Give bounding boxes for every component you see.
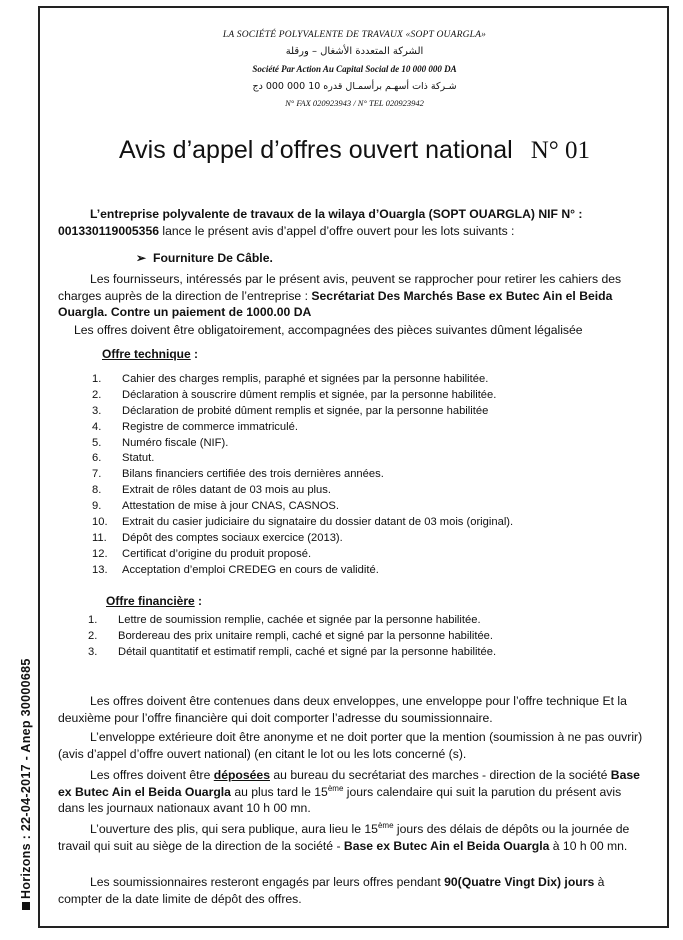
- list-item-text: Dépôt des comptes sociaux exercice (2013).: [122, 531, 343, 544]
- intro-bold: L’entreprise polyvalente de travaux de la wilaya d’Ouargla (SOPT OUARGLA) NIF N° :: [90, 207, 583, 221]
- page-title: [40, 136, 669, 165]
- list-item: [92, 563, 652, 579]
- list-item-number: 1.: [88, 614, 98, 626]
- list-item: [92, 404, 652, 420]
- list-item-text: Registre de commerce immatriculé.: [122, 420, 298, 433]
- header-company-name: LA SOCIÉTÉ POLYVALENTE DE TRAVAUX «SOPT OUARGLA»: [222, 30, 487, 40]
- header-capital: Société Par Action Au Capital Social de 10 000 000 DA: [252, 64, 457, 74]
- square-bullet-icon: [22, 902, 30, 910]
- list-item: [92, 372, 652, 388]
- list-item-number: 11.: [92, 531, 107, 544]
- list-item-text: Statut.: [122, 452, 155, 465]
- list-item: [92, 499, 652, 515]
- list-item-text: Bilans financiers certifiée des trois dernières années.: [122, 468, 384, 481]
- list-item-number: 4.: [92, 420, 102, 433]
- list-item-number: 9.: [92, 500, 102, 513]
- side-label-text: Horizons : 22-04-2017 - Anep 30000685: [19, 658, 33, 899]
- list-item-text: Déclaration à souscrire dûment remplis et signée, par la personne habilitée.: [122, 388, 497, 401]
- offre-financiere-list: [88, 613, 648, 661]
- lot-item: [136, 250, 273, 267]
- list-item: [92, 531, 652, 547]
- list-item-text: Bordereau des prix unitaire rempli, caché et signé par la personne habilitée.: [118, 629, 493, 642]
- header-company-name-arabic: الشركة المتعددة الأشغال – ورقلة: [285, 46, 424, 57]
- header-capital-arabic: شـركة ذات أسهـم برأسمـال قدره 10 000 000 دج: [252, 81, 457, 92]
- fournisseurs-address: Base ex Butec Ain el Beida Ouargla. Contre un paiement de 1000.00 DA: [58, 288, 613, 319]
- ouverture-address: Base ex Butec Ain el Beida Ouargla: [343, 838, 550, 853]
- obligatoire-paragraph: Les offres doivent être obligatoirement, accompagnées des pièces suivantes dûment légalisée: [74, 323, 583, 337]
- list-item-number: 1.: [92, 373, 102, 385]
- list-item: [92, 467, 652, 483]
- list-item-number: 5.: [92, 436, 102, 449]
- list-item-text: Extrait du casier judiciaire du signataire du dossier datant de 03 mois (original).: [122, 516, 514, 529]
- list-item-number: 13.: [92, 563, 108, 576]
- deposees-text: déposées: [213, 768, 270, 782]
- list-item: [92, 451, 652, 467]
- list-item: [88, 629, 648, 645]
- depot-address: Base ex Butec Ain el Beida Ouargla: [58, 768, 640, 799]
- para-depot: Les offres doivent être déposées au bureau du secrétariat des marches - direction de la société Base ex Butec Ain el Beida Ouargla au plus tard le 15ème jours calendaire qui suit la parution du présent avis dans les journaux nationaux avant 10 h 00 mn.: [58, 768, 640, 815]
- arrow-icon: ➢: [136, 251, 147, 265]
- side-label: [4, 610, 34, 930]
- list-item-text: Numéro fiscale (NIF).: [122, 436, 229, 449]
- list-item: [92, 436, 652, 452]
- list-item-number: 6.: [92, 452, 102, 465]
- offre-financiere-heading: Offre financière :: [106, 594, 203, 608]
- list-item-text: Extrait de rôles datant de 03 mois au plus.: [122, 484, 331, 497]
- list-item-text: Cahier des charges remplis, paraphé et signées par la personne habilitée.: [122, 373, 489, 385]
- list-item-number: 12.: [92, 547, 108, 560]
- list-item: [88, 645, 648, 661]
- para-enveloppes: Les offres doivent être contenues dans deux enveloppes, une enveloppe pour l’offre technique Et la deuxième pour l’offre financière qui doit comporter l’adresse du soumissionnaire.: [58, 694, 627, 725]
- intro-rest: lance le présent avis d’appel d’offre ouvert pour les lots suivants :: [162, 223, 515, 238]
- list-item-text: Détail quantitatif et estimatif rempli, caché et signé par la personne habilitée.: [118, 645, 497, 658]
- list-item: [92, 483, 652, 499]
- para-engagement: Les soumissionnaires resteront engagés par leurs offres pendant 90(Quatre Vingt Dix) jours à compter de la date limite de dépôt des offres.: [58, 875, 605, 906]
- list-item-text: Acceptation d’emploi CREDEG en cours de validité.: [122, 563, 379, 576]
- list-item-text: Attestation de mise à jour CNAS, CASNOS.: [122, 500, 339, 513]
- title-text: Avis d’appel d’offres ouvert national: [118, 136, 513, 164]
- title-number: N° 01: [530, 137, 591, 164]
- fournisseurs-text: Les fournisseurs, intéressés par le présent avis, peuvent se rapprocher pour retirer les cahiers des charges auprès de la direction de l’entreprise :: [58, 272, 622, 303]
- list-item-number: 2.: [88, 629, 98, 642]
- list-item-number: 10.: [92, 516, 108, 529]
- intro-paragraph: [58, 206, 648, 239]
- list-item-text: Déclaration de probité dûment remplis et signée, par la personne habilitée: [122, 404, 489, 417]
- para-ouverture: L’ouverture des plis, qui sera publique, aura lieu le 15ème jours des délais de dépôts ou la journée de travail qui suit au siège de la direction de la société - Base ex Butec Ain el Beida Ouargla à 10 h 00 mn.: [58, 820, 630, 853]
- list-item: [92, 547, 652, 563]
- offre-financiere-heading-text: Offre financière: [106, 594, 195, 608]
- list-item-text: Lettre de soumission remplie, cachée et signée par la personne habilitée.: [118, 614, 481, 626]
- para-enveloppe-exterieure: L’enveloppe extérieure doit être anonyme et ne doit porter que la mention (soumission à ne pas ouvrir) (avis d’appel d’offre ouvert national) (en citant le lot ou les lots concerné (s).: [58, 730, 643, 761]
- offre-technique-heading-text: Offre technique: [102, 347, 191, 361]
- list-item: [92, 420, 652, 436]
- list-item: [88, 613, 648, 629]
- lot-label: Fourniture De Câble.: [153, 251, 273, 265]
- intro-nif: 001330119005356: [58, 223, 159, 238]
- fournisseurs-paragraph: [58, 271, 648, 321]
- offre-technique-list: [92, 372, 652, 579]
- list-item: [92, 515, 652, 531]
- engagement-duration: 90(Quatre Vingt Dix) jours: [444, 875, 595, 889]
- list-item-number: 2.: [92, 388, 102, 401]
- list-item-text: Certificat d’origine du produit proposé.: [122, 547, 312, 560]
- list-item: [92, 388, 652, 404]
- fournisseurs-secretariat: Secrétariat Des Marchés: [311, 288, 453, 303]
- list-item-number: 3.: [88, 645, 98, 658]
- list-item-number: 8.: [92, 484, 102, 497]
- offre-technique-heading: Offre technique :: [102, 347, 199, 361]
- list-item-number: 7.: [92, 468, 102, 481]
- list-item-number: 3.: [92, 404, 102, 417]
- header-contact: N° FAX 020923943 / N° TEL 020923942: [285, 98, 424, 108]
